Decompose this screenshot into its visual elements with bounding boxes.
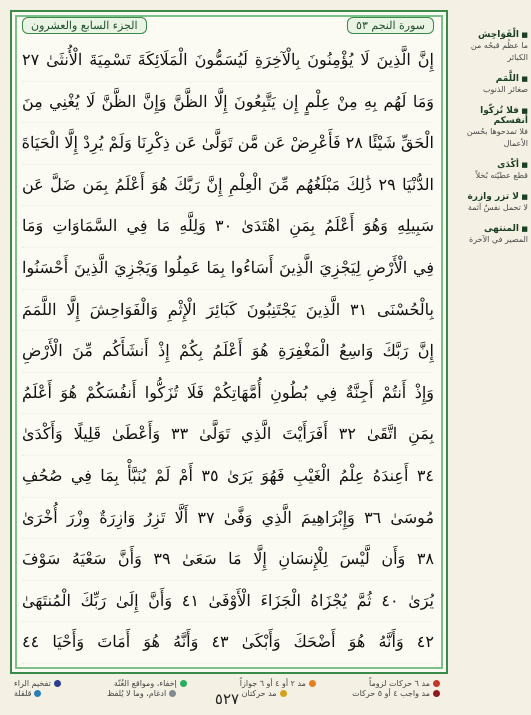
text-line: يُرَىٰ ٤٠ ثُمَّ يُجْزَاهُ الْجَزَاءَ الْأَوْفَىٰ ٤١ وَأَنَّ إِلَىٰ رَبِّكَ الْمُنتَهَىٰ xyxy=(22,581,434,623)
glossary-definition: المصير في الآخرة xyxy=(469,235,528,244)
text-line: الدُّنْيَا ٢٩ ذَٰلِكَ مَبْلَغُهُم مِّنَ الْعِلْمِ إِنَّ رَبَّكَ هُوَ أَعْلَمُ بِمَن ضَلَّ عَن xyxy=(22,165,434,207)
page-number: ٥٢٧ xyxy=(214,690,240,708)
glossary-term: ■ الْفَوَاحِش xyxy=(450,30,528,40)
glossary-definition: صغائر الذنوب xyxy=(482,85,528,94)
text-line: إِنَّ الَّذِينَ لَا يُؤْمِنُونَ بِالْآخِرَةِ لَيُسَمُّونَ الْمَلَائِكَةَ تَسْمِيَةَ الْأُنثَىٰ ٢٧ xyxy=(22,40,434,82)
text-line: وَمَا لَهُم بِهِ مِنْ عِلْمٍ إِن يَتَّبِعُونَ إِلَّا الظَّنَّ وَإِنَّ الظَّنَّ لَا يُغْنِي مِنَ xyxy=(22,82,434,124)
glossary-entry xyxy=(450,160,528,182)
glossary-entry xyxy=(450,30,528,64)
legend-label: مد حركتان xyxy=(241,688,277,698)
text-line: ٣٤ أَعِندَهُ عِلْمُ الْغَيْبِ فَهُوَ يَرَىٰ ٣٥ أَمْ لَمْ يُنَبَّأْ بِمَا فِي صُحُفِ xyxy=(22,456,434,498)
text-line: إِنَّ رَبَّكَ وَاسِعُ الْمَغْفِرَةِ هُوَ أَعْلَمُ بِكُمْ إِذْ أَنشَأَكُم مِّنَ الْأَرْضِ xyxy=(22,331,434,373)
text-line: وَإِذْ أَنتُمْ أَجِنَّةٌ فِي بُطُونِ أُمَّهَاتِكُمْ فَلَا تُزَكُّوا أَنفُسَكُمْ هُوَ أَعْلَمُ xyxy=(22,373,434,415)
legend-label: ادغام، وما لا يُلفظ xyxy=(106,688,167,698)
glossary-term: ■ أكْدَى xyxy=(450,160,528,170)
glossary-definition: لا تحمل نفسٌ آثمة xyxy=(467,203,528,212)
text-line: سَبِيلِهِ وَهُوَ أَعْلَمُ بِمَنِ اهْتَدَىٰ ٣٠ وَلِلَّهِ مَا فِي السَّمَاوَاتِ وَمَا xyxy=(22,206,434,248)
legend-label: قلقلة xyxy=(14,688,32,698)
glossary-term: ■ المنتهى xyxy=(450,224,528,234)
glossary-definition: فلا تمدحوها بحُسن الأعمال xyxy=(466,127,528,148)
legend-label: إخفاء، ومواقع الغُنّة xyxy=(113,678,177,688)
glossary-definition: قطع عطيّته بُخلاً xyxy=(475,171,528,180)
legend-label: مد واجب ٤ أو ٥ حركات xyxy=(352,688,430,698)
glossary-entry xyxy=(450,224,528,246)
glossary-entry xyxy=(450,192,528,214)
glossary-entry xyxy=(450,74,528,96)
text-line: ٤٢ وَأَنَّهُ هُوَ أَضْحَكَ وَأَبْكَىٰ ٤٣ وَأَنَّهُ هُوَ أَمَاتَ وَأَحْيَا ٤٤ xyxy=(22,622,434,664)
glossary-sidebar xyxy=(450,30,528,450)
text-line: ٣٨ وَأَن لَّيْسَ لِلْإِنسَانِ إِلَّا مَا سَعَىٰ ٣٩ وَأَنَّ سَعْيَهُ سَوْفَ xyxy=(22,539,434,581)
quran-text-block xyxy=(22,40,434,650)
glossary-term: ■ فلا تُزكّوا أنفسكم xyxy=(450,106,528,126)
text-line: مُوسَىٰ ٣٦ وَإِبْرَاهِيمَ الَّذِي وَفَّىٰ ٣٧ أَلَّا تَزِرُ وَازِرَةٌ وِزْرَ أُخْرَىٰ xyxy=(22,498,434,540)
legend-label: مد ٦ حركات لزوماً xyxy=(369,678,430,688)
legend-label: تفخيم الراء xyxy=(14,678,51,688)
glossary-definition: ما عظُم قبحُه من الكبائر xyxy=(470,41,528,62)
glossary-term: ■ اللَّمَم xyxy=(450,74,528,84)
glossary-entry xyxy=(450,106,528,150)
text-line: بِالْحُسْنَى ٣١ الَّذِينَ يَجْتَنِبُونَ كَبَائِرَ الْإِثْمِ وَالْفَوَاحِشَ إِلَّا اللَّمَمَ xyxy=(22,290,434,332)
juz-title: الجزء السابع والعشرون xyxy=(22,17,147,34)
text-line: بِمَنِ اتَّقَىٰ ٣٢ أَفَرَأَيْتَ الَّذِي تَوَلَّىٰ ٣٣ وَأَعْطَىٰ قَلِيلًا وَأَكْدَىٰ xyxy=(22,414,434,456)
glossary-term: ■ لا تزر وازرة xyxy=(450,192,528,202)
text-line: الْحَقِّ شَيْئًا ٢٨ فَأَعْرِضْ عَن مَّن تَوَلَّىٰ عَن ذِكْرِنَا وَلَمْ يُرِدْ إِلَّا الْحَيَاةَ xyxy=(22,123,434,165)
text-line: فِي الْأَرْضِ لِيَجْزِيَ الَّذِينَ أَسَاءُوا بِمَا عَمِلُوا وَيَجْزِيَ الَّذِينَ أَحْسَنُوا xyxy=(22,248,434,290)
page-header xyxy=(22,14,434,36)
legend-label: مد ٢ أو ٤ أو ٦ جوازاً xyxy=(239,678,306,688)
surah-title: سورة النجم ٥٣ xyxy=(347,17,434,34)
